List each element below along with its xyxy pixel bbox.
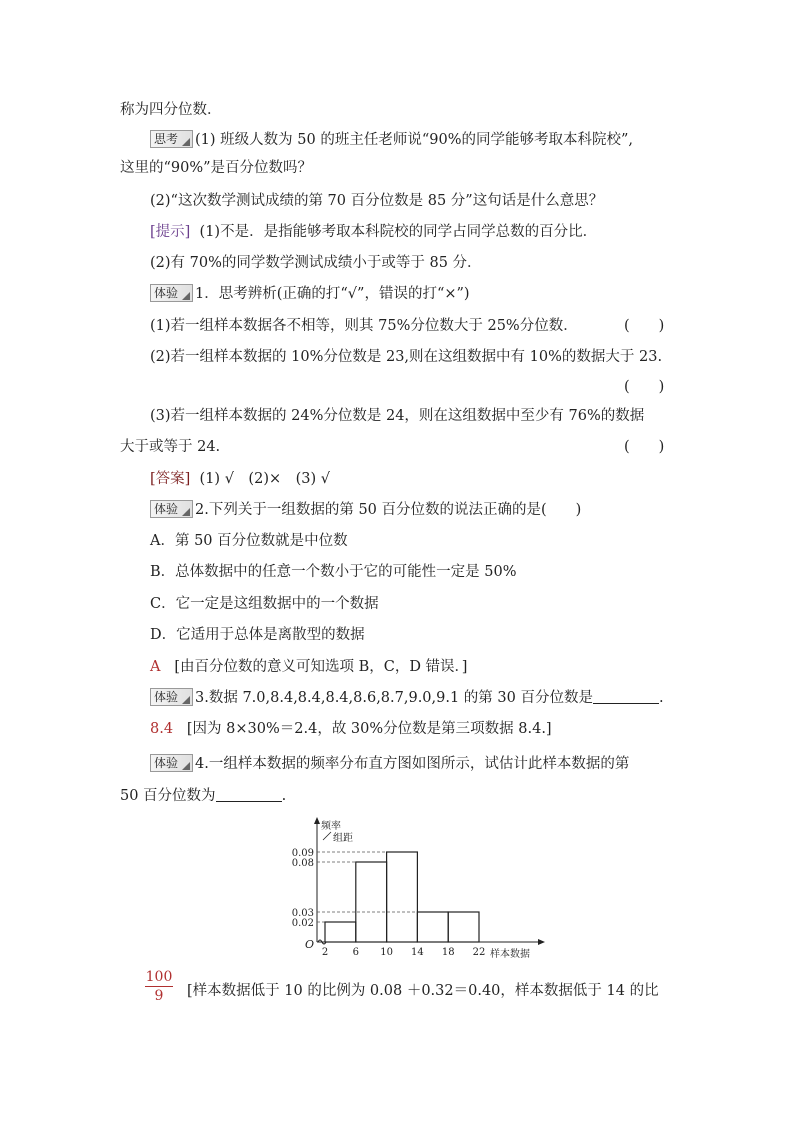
- y-tick-label: 0.02: [291, 918, 314, 929]
- exercise-3-title: 3.数据 7.0,8.4,8.4,8.4,8.6,8.7,9.0,9.1 的第 30 百分位数是: [195, 690, 593, 706]
- think-line-1: [150, 130, 633, 150]
- answer-2: [150, 657, 467, 677]
- hint-text-1: (1)不是．是指能够考取本科院校的同学占同学总数的百分比．: [199, 224, 598, 240]
- answer-2-text: [由百分位数的意义可知选项 B，C，D 错误．]: [174, 659, 468, 675]
- answer-blank: [216, 787, 282, 802]
- y-label-bottom: 组距: [333, 833, 353, 844]
- answer-4-text: [样本数据低于 10 的比例为 0.08 ＋0.32＝0.40，样本数据低于 14 的比: [187, 983, 659, 999]
- option-a: A．第 50 百分位数就是中位数: [150, 533, 348, 549]
- exercise-tag: 体验: [150, 754, 193, 772]
- think-tag: 思考: [150, 130, 193, 148]
- statement-3-cont: 大于或等于 24.: [120, 439, 221, 455]
- hint-line-1: [150, 222, 597, 242]
- statement-1: (1)若一组样本数据各不相等，则其 75%分位数大于 25%分位数．: [150, 318, 578, 334]
- y-label-top: 频率: [321, 821, 341, 832]
- x-label: 样本数据: [490, 949, 530, 960]
- option-d: D．它适用于总体是离散型的数据: [150, 627, 365, 643]
- exercise-1: [150, 284, 470, 304]
- option-b: B．总体数据中的任意一个数小于它的可能性一定是 50%: [150, 564, 517, 580]
- origin-label: O: [305, 938, 315, 951]
- answer-blank: [593, 689, 659, 704]
- x-tick-label: 18: [441, 947, 455, 958]
- period: .: [281, 788, 287, 804]
- histogram-bar: [356, 862, 387, 942]
- answer-line: [150, 469, 330, 489]
- fraction-denominator: 9: [154, 988, 164, 1004]
- x-tick-label: 2: [321, 947, 329, 958]
- exercise-tag: 体验: [150, 688, 193, 706]
- exercise-4-cont: [120, 786, 286, 806]
- text-line: 称为四分位数．: [120, 102, 222, 118]
- exercise-2: [150, 500, 581, 520]
- statement-2: (2)若一组样本数据的 10%分位数是 23,则在这组数据中有 10%的数据大于 23.: [150, 349, 663, 365]
- y-tick-label: 0.09: [291, 848, 314, 859]
- exercise-4: [150, 754, 629, 774]
- hint-tag: [提示]: [150, 224, 191, 240]
- answer-paren: ( ): [624, 318, 665, 334]
- histogram: [290, 816, 550, 964]
- answer-fraction: [145, 968, 173, 1005]
- x-tick-label: 6: [352, 947, 359, 958]
- statement-3: (3)若一组样本数据的 24%分位数是 24，则在这组数据中至少有 76%的数据: [150, 408, 645, 424]
- answer-letter: A: [150, 659, 161, 675]
- y-tick-label: 0.03: [291, 908, 314, 919]
- fraction-numerator: 100: [145, 969, 173, 985]
- y-axis-arrow: [314, 817, 320, 824]
- x-tick-label: 10: [380, 947, 393, 958]
- histogram-bar: [387, 852, 418, 942]
- think-question-2: (2)“这次数学测试成绩的第 70 百分位数是 85 分”这句话是什么意思？: [150, 193, 604, 209]
- answer-text: (1) √ (2)× (3) √: [199, 471, 331, 487]
- answer-tag: [答案]: [150, 471, 191, 487]
- answer-value: 8.4: [150, 721, 174, 737]
- x-tick-label: 14: [411, 947, 424, 958]
- hint-text-2: (2)有 70%的同学数学测试成绩小于或等于 85 分．: [150, 255, 482, 271]
- option-c: C．它一定是这组数据中的一个数据: [150, 596, 379, 612]
- exercise-tag: 体验: [150, 284, 193, 302]
- answer-3: [150, 719, 552, 739]
- y-tick-label: 0.08: [291, 858, 314, 869]
- x-tick-label: 22: [472, 947, 486, 958]
- period: .: [658, 690, 664, 706]
- y-label-slash: [323, 832, 331, 840]
- answer-paren: ( ): [624, 439, 665, 455]
- text-line: 这里的“90%”是百分位数吗？: [120, 160, 313, 176]
- exercise-2-title: 2.下列关于一组数据的第 50 百分位数的说法正确的是( ): [195, 502, 582, 518]
- answer-paren: ( ): [624, 379, 665, 395]
- histogram-bar: [448, 912, 479, 942]
- x-axis-arrow: [538, 939, 545, 945]
- histogram-bar: [417, 912, 448, 942]
- exercise-4-text: 50 百分位数为: [120, 788, 216, 804]
- histogram-bar: [325, 922, 356, 942]
- exercise-4-title: 4.一组样本数据的频率分布直方图如图所示，试估计此样本数据的第: [195, 756, 630, 772]
- exercise-3: [150, 688, 664, 708]
- exercise-tag: 体验: [150, 500, 193, 518]
- answer-3-text: [因为 8×30%＝2.4，故 30%分位数是第三项数据 8.4.]: [186, 721, 552, 737]
- exercise-1-title: 1．思考辨析(正确的打“√”，错误的打“×”): [195, 286, 470, 302]
- think-question-1: (1) 班级人数为 50 的班主任老师说“90%的同学能够考取本科院校”,: [195, 132, 633, 148]
